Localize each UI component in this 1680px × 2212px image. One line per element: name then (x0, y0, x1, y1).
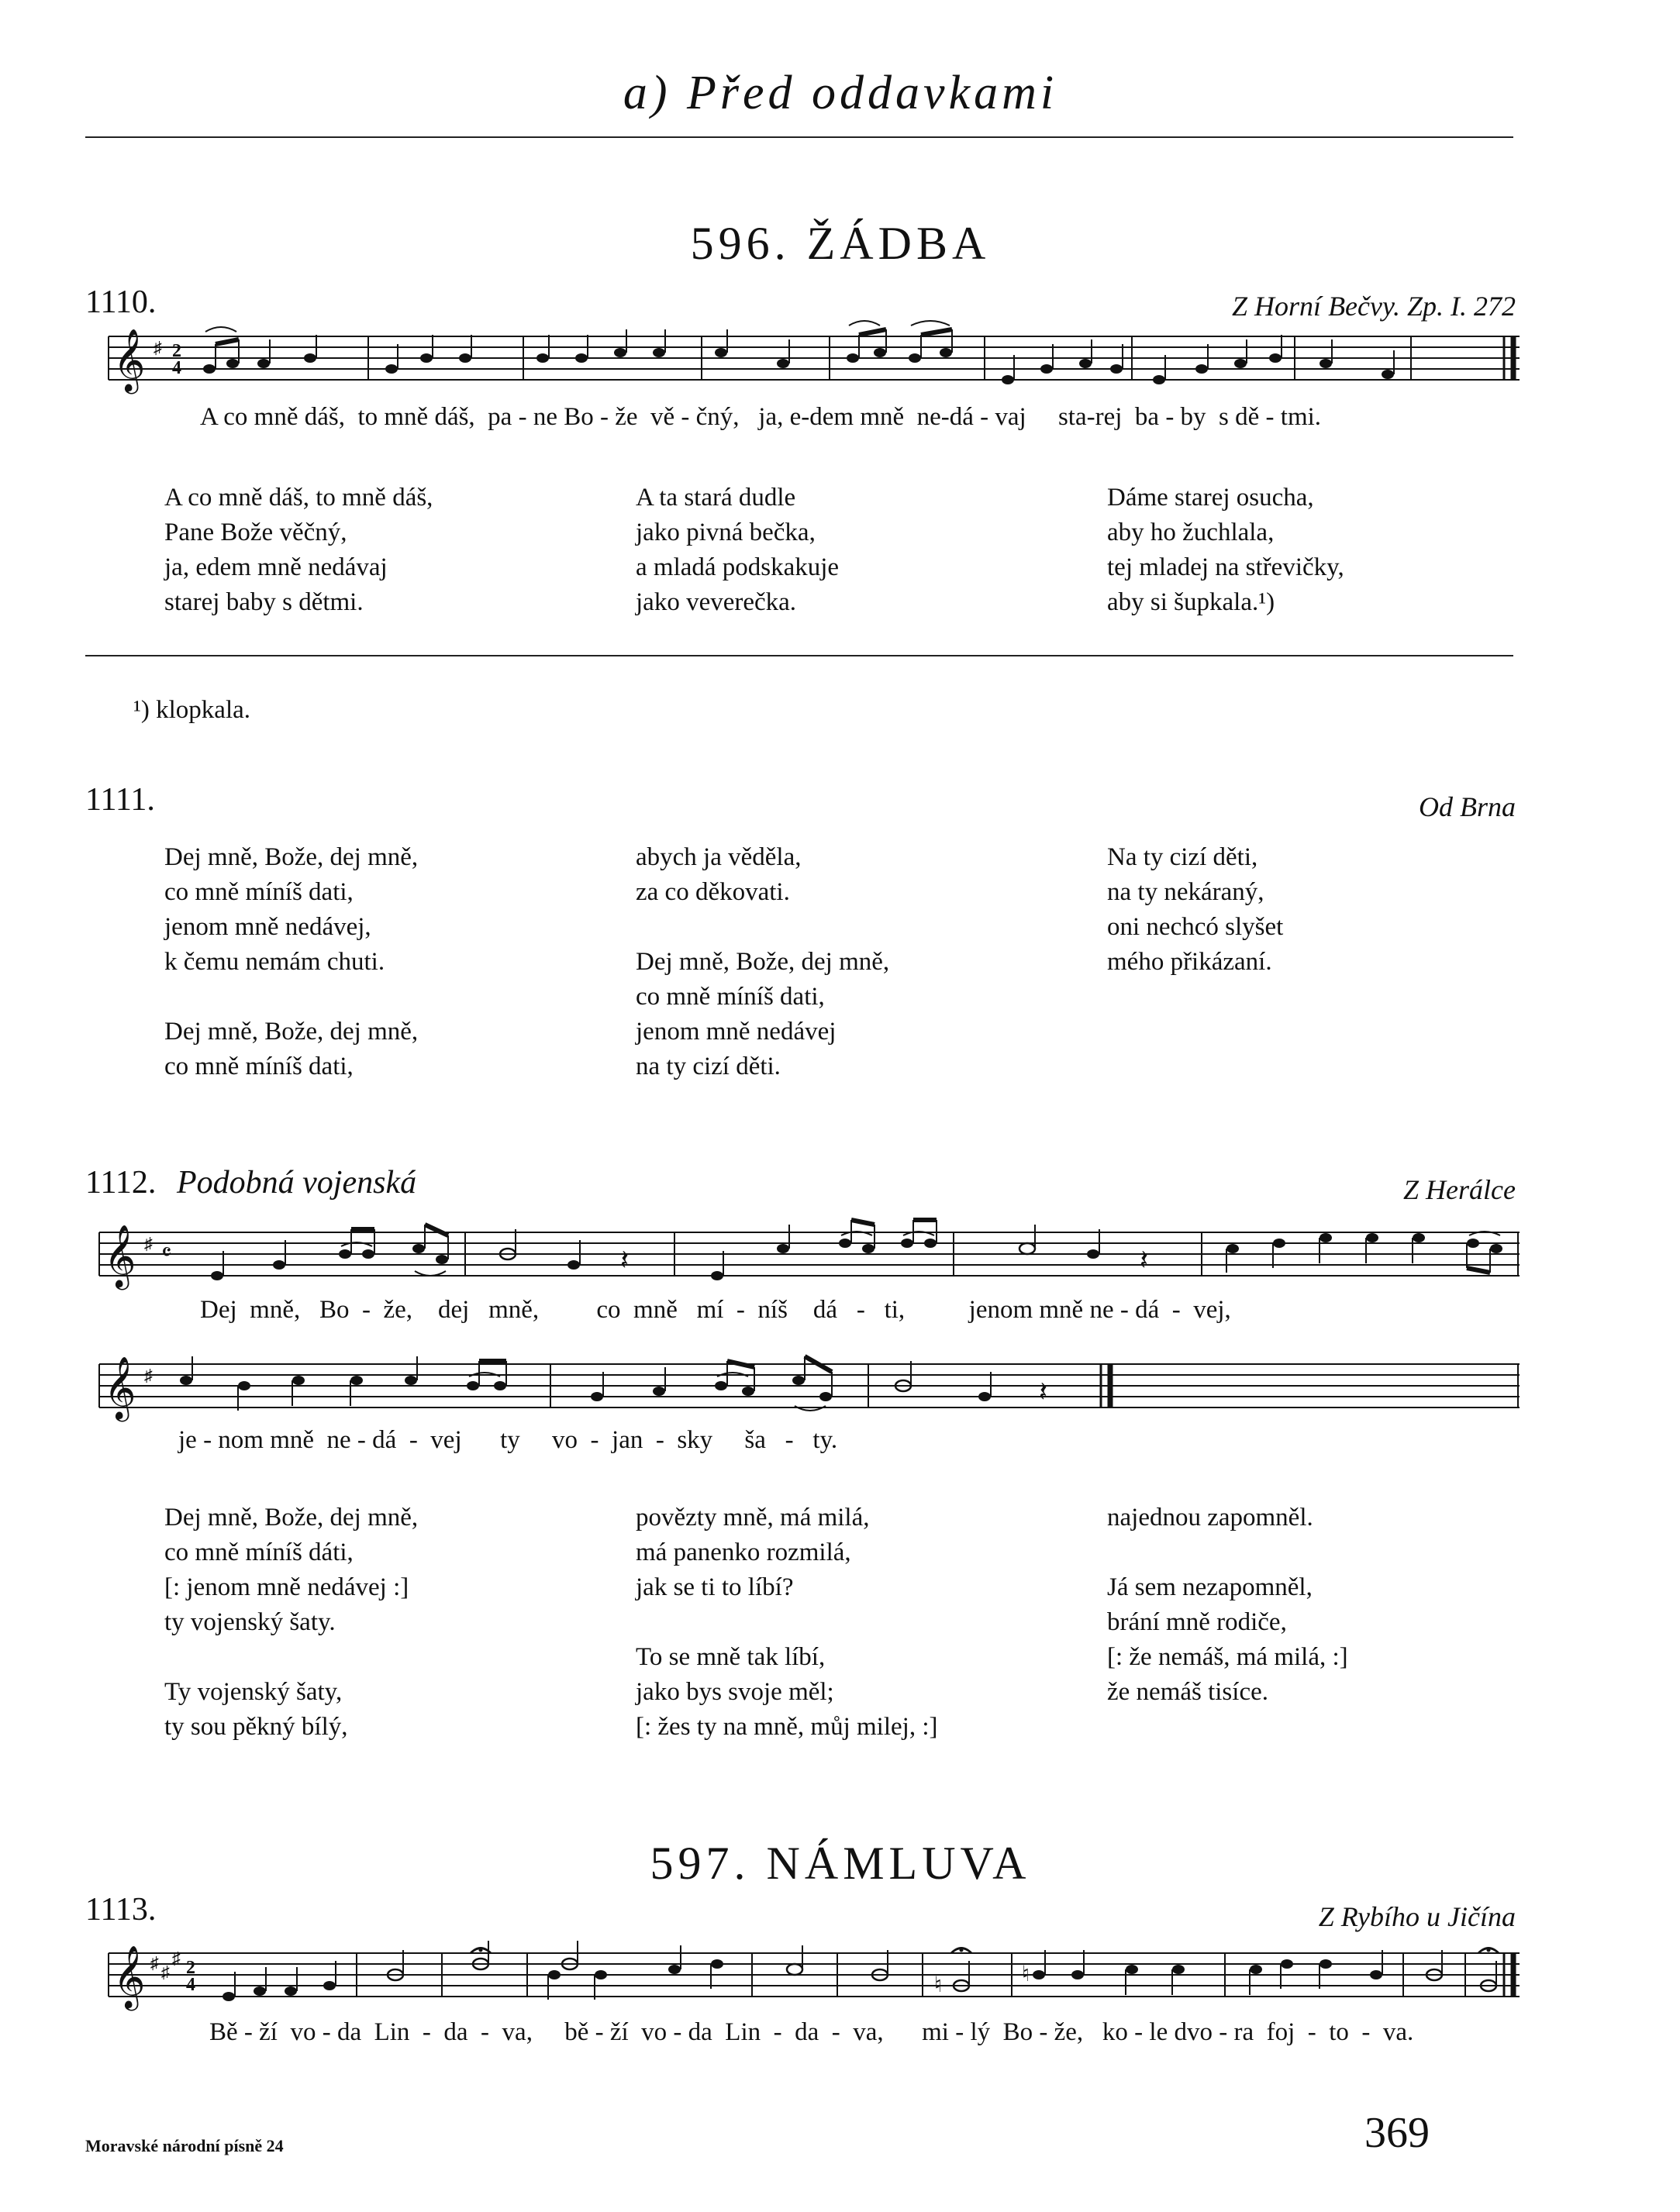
footer-series: Moravské národní písně 24 (85, 2136, 284, 2155)
song-origin-1112: Z Herálce (1403, 1174, 1516, 1205)
song-subtitle-1112: Podobná vojenská (177, 1165, 417, 1201)
song-number-1110: 1110. (85, 284, 157, 320)
song-number-1111: 1111. (85, 782, 155, 818)
svg-text:2: 2 (186, 1958, 195, 1978)
svg-text:𝄞: 𝄞 (104, 1227, 136, 1287)
svg-text:2: 2 (172, 341, 181, 361)
music-staff-1110 (85, 318, 1520, 403)
song-lyrics-1112-line2: je - nom mně ne - dá - vej ty vo - jan - sky ša - ty. (178, 1426, 838, 1454)
verse-1112-1: Dej mně, Bože, dej mně, co mně míníš dáti, [: jenom mně nedávej :] ty vojenský šaty. Ty vojenský šaty, ty sou pěkný bílý, (164, 1504, 419, 1741)
music-staff-1113 (85, 1930, 1520, 2015)
svg-text:4: 4 (186, 1975, 195, 1995)
verse-1112-3: najednou zapomněl. Já sem nezapomněl, brání mně rodiče, [: že nemáš, má milá, :] že nemáš tisíce. (1107, 1504, 1348, 1706)
verse-1110-1: A co mně dáš, to mně dáš, Pane Bože věčný, ja, edem mně nedávaj starej baby s dětmi. (164, 484, 433, 616)
song-lyrics-1113: Bě - ží vo - da Lin - da - va, bě - ží vo - da Lin - da - va, mi - lý Bo - že, ko - le dvo - ra foj - to - va. (209, 2018, 1414, 2046)
svg-text:𝄞: 𝄞 (113, 328, 146, 391)
music-staff-1112-line2 (85, 1341, 1520, 1426)
svg-text:𝄽: 𝄽 (620, 1245, 630, 1276)
svg-text:4: 4 (172, 358, 181, 378)
svg-text:𝄽: 𝄽 (1039, 1376, 1048, 1407)
svg-text:𝄽: 𝄽 (1140, 1245, 1149, 1276)
svg-text:𝄞: 𝄞 (113, 1948, 146, 2007)
verse-1110-3: Dáme starej osucha, aby ho žuchlala, tej mladej na střevičky, aby si šupkala.¹) (1107, 484, 1344, 616)
verse-1110-2: A ta stará dudle jako pivná bečka, a mladá podskakuje jako veverečka. (636, 484, 840, 616)
verse-1111-1: Dej mně, Bože, dej mně, co mně míníš dati, jenom mně nedávej, k čemu nemám chuti. Dej mně, Bože, dej mně, co mně míníš dati, (164, 843, 419, 1080)
svg-text:♯: ♯ (154, 338, 162, 357)
svg-text:♯: ♯ (161, 1962, 170, 1982)
svg-text:♮: ♮ (934, 1973, 943, 1997)
song-origin-1113: Z Rybího u Jičína (1318, 1901, 1516, 1932)
verse-1111-3: Na ty cizí děti, na ty nekáraný, oni nechcó slyšet mého přikázaní. (1107, 843, 1284, 976)
footnote-1110: ¹) klopkala. (133, 696, 251, 724)
section-title-596: 596. ŽÁDBA (690, 218, 991, 269)
svg-text:♮: ♮ (1022, 1962, 1030, 1986)
header-rule (85, 136, 1513, 138)
svg-text:♯: ♯ (172, 1948, 181, 1968)
svg-text:♯: ♯ (144, 1234, 153, 1253)
footnote-rule (85, 655, 1513, 656)
chapter-heading: a) Před oddavkami (623, 67, 1058, 119)
page-number: 369 (1364, 2109, 1430, 2157)
song-origin-1110: Z Horní Bečvy. Zp. I. 272 (1232, 291, 1516, 322)
song-number-1113: 1113. (85, 1892, 157, 1928)
song-number-1112: 1112. (85, 1165, 157, 1201)
svg-text:♯: ♯ (150, 1953, 159, 1973)
song-lyrics-1112-line1: Dej mně, Bo - že, dej mně, co mně mí - níš dá - ti, jenom mně ne - dá - vej, (200, 1296, 1231, 1324)
svg-text:♯: ♯ (144, 1366, 153, 1385)
song-origin-1111: Od Brna (1419, 791, 1516, 822)
verse-1111-2: abych ja věděla, za co děkovati. Dej mně, Bože, dej mně, co mně míníš dati, jenom mně nedávej na ty cizí děti. (636, 843, 890, 1080)
music-staff-1112-line1 (85, 1209, 1520, 1294)
svg-text:𝄴: 𝄴 (161, 1240, 172, 1266)
verse-1112-2: povězty mně, má milá, má panenko rozmilá, jak se ti to líbí? To se mně tak líbí, jako bys svoje měl; [: žes ty na mně, můj milej, :] (636, 1504, 938, 1741)
section-title-597: 597. NÁMLUVA (650, 1838, 1031, 1889)
svg-text:𝄞: 𝄞 (104, 1359, 136, 1418)
song-lyrics-1110: A co mně dáš, to mně dáš, pa - ne Bo - že vě - čný, ja, e-dem mně ne-dá - vaj sta-rej ba - by s dě - tmi. (200, 403, 1322, 431)
